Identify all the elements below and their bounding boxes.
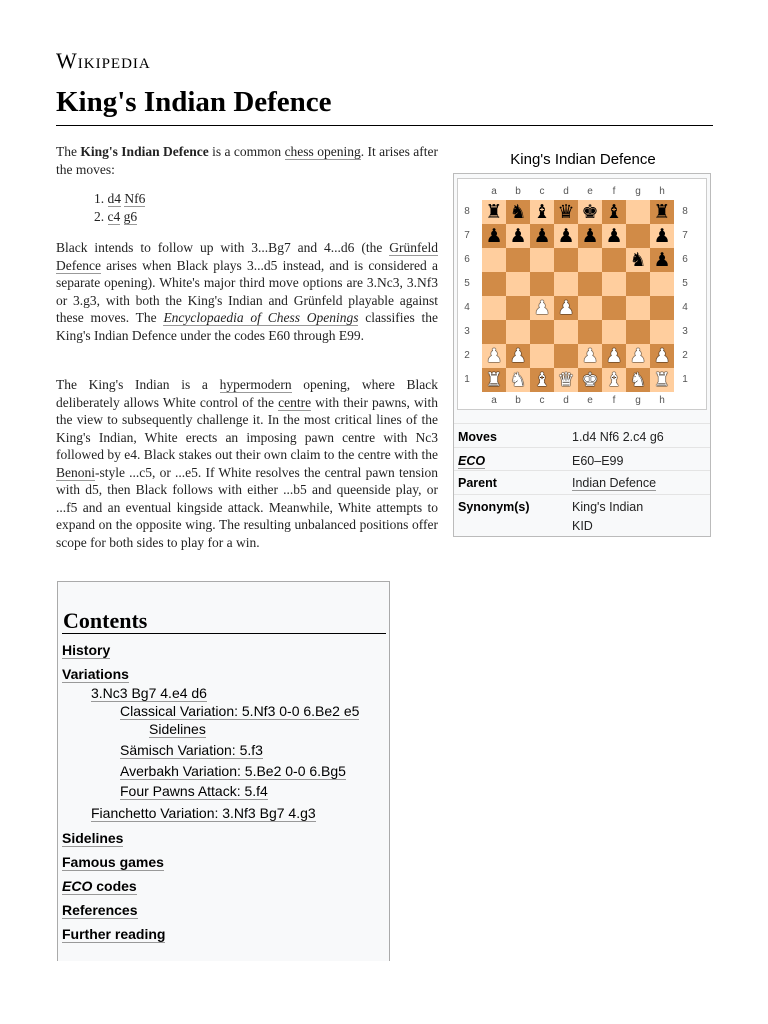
board-square-f8	[602, 200, 626, 224]
board-square-e3	[578, 320, 602, 344]
board-square-d1	[554, 368, 578, 392]
white-rook-icon: ♜	[485, 368, 503, 391]
page-title: King's Indian Defence	[56, 86, 332, 118]
board-square-a8	[482, 200, 506, 224]
rank-label: 3	[464, 326, 470, 337]
file-label: b	[515, 395, 521, 406]
intro-paragraph: The King's Indian Defence is a common chess opening. It arises after the moves:	[56, 144, 438, 177]
board-square-f6	[602, 248, 626, 272]
board-square-g5	[626, 272, 650, 296]
rank-label: 4	[464, 302, 470, 313]
board-square-a3	[482, 320, 506, 344]
file-label: e	[587, 395, 593, 406]
board-square-e8	[578, 200, 602, 224]
board-square-c6	[530, 248, 554, 272]
file-label: a	[491, 186, 497, 197]
toc-item[interactable]: Averbakh Variation: 5.Be2 0-0 6.Bg5	[120, 763, 346, 779]
white-pawn-icon: ♟	[581, 344, 599, 367]
infobox-value: KID	[572, 519, 593, 533]
board-square-a6	[482, 248, 506, 272]
list-item: 1. d4 Nf6	[94, 191, 146, 206]
white-pawn-icon: ♟	[605, 344, 623, 367]
moves-list	[94, 190, 145, 226]
toc-item[interactable]: Classical Variation: 5.Nf3 0-0 6.Be2 e5	[120, 703, 360, 719]
board-square-e2	[578, 344, 602, 368]
link-hypermodern[interactable]: hypermodern	[219, 377, 292, 392]
file-label: f	[612, 186, 616, 197]
file-label: b	[515, 186, 521, 197]
board-square-h1	[650, 368, 674, 392]
toc-item[interactable]: Sidelines	[62, 830, 124, 846]
white-pawn-icon: ♟	[557, 296, 575, 319]
board-square-b1	[506, 368, 530, 392]
board-square-c4	[530, 296, 554, 320]
rank-label: 4	[682, 302, 688, 313]
black-pawn-icon: ♟	[605, 224, 623, 247]
board-square-c1	[530, 368, 554, 392]
board-square-a4	[482, 296, 506, 320]
wikipedia-wordmark[interactable]: Wikipedia	[56, 48, 151, 73]
board-square-c5	[530, 272, 554, 296]
board-square-e6	[578, 248, 602, 272]
rank-label: 2	[464, 350, 470, 361]
board-square-b6	[506, 248, 530, 272]
file-label: f	[612, 395, 616, 406]
list-item: 2. c4 g6	[94, 209, 138, 224]
white-pawn-icon: ♟	[485, 344, 503, 367]
file-label: g	[635, 186, 641, 197]
rank-label: 5	[464, 278, 470, 289]
rank-label: 1	[682, 374, 688, 385]
board-square-a2	[482, 344, 506, 368]
board-square-h7	[650, 224, 674, 248]
board-square-f1	[602, 368, 626, 392]
infobox-row-eco	[454, 447, 710, 471]
board-square-g7	[626, 224, 650, 248]
toc-item[interactable]: Variations	[62, 666, 129, 682]
board-square-f4	[602, 296, 626, 320]
black-pawn-icon: ♟	[533, 224, 551, 247]
rank-label: 6	[682, 254, 688, 265]
black-knight-icon: ♞	[629, 248, 647, 271]
white-pawn-icon: ♟	[509, 344, 527, 367]
chessboard	[482, 200, 674, 392]
board-square-g1	[626, 368, 650, 392]
board-square-c7	[530, 224, 554, 248]
infobox-caption: King's Indian Defence	[510, 151, 656, 168]
board-square-d2	[554, 344, 578, 368]
toc-item[interactable]: 3.Nc3 Bg7 4.e4 d6	[91, 685, 207, 701]
board-square-d5	[554, 272, 578, 296]
title-underline	[56, 125, 713, 126]
board-square-c3	[530, 320, 554, 344]
toc-item[interactable]: Four Pawns Attack: 5.f4	[120, 783, 268, 799]
toc-item[interactable]: History	[62, 642, 111, 658]
board-square-d7	[554, 224, 578, 248]
toc-item[interactable]: Sidelines	[149, 721, 206, 737]
toc-title: Contents	[63, 608, 148, 633]
link-indian-defence[interactable]: Indian Defence	[572, 476, 657, 490]
infobox-key: Synonym(s)	[458, 500, 530, 514]
board-square-f3	[602, 320, 626, 344]
board-square-h5	[650, 272, 674, 296]
link-benoni[interactable]: Benoni	[56, 464, 95, 480]
paragraph-2: Black intends to follow up with 3...Bg7 and 4...d6 (the Grünfeld Defence arises when Black plays 3...d5 instead, and is considered a separate opening). White's major third move options are 3.Nc3, 3.Nf3 or 3.g3, with both the King's Indian and Grünfeld playable against these moves. The Encyclopaedia of Chess Openings classifies the King's Indian Defence under the codes E60 through E99.	[56, 240, 439, 343]
infobox-key: Moves	[458, 430, 497, 444]
board-square-f2	[602, 344, 626, 368]
toc-item[interactable]: Famous games	[62, 854, 164, 870]
toc-item[interactable]: Further reading	[62, 926, 166, 942]
link-centre[interactable]: centre	[278, 394, 312, 410]
board-square-a1	[482, 368, 506, 392]
toc-title-rule	[62, 633, 386, 634]
rank-label: 3	[682, 326, 688, 337]
board-square-c2	[530, 344, 554, 368]
board-square-b2	[506, 344, 530, 368]
board-square-d8	[554, 200, 578, 224]
infobox-value: E60–E99	[572, 454, 624, 468]
rank-label: 1	[464, 374, 470, 385]
board-square-a7	[482, 224, 506, 248]
file-label: g	[635, 395, 641, 406]
infobox-row-moves	[454, 423, 710, 448]
black-rook-icon: ♜	[485, 200, 503, 223]
board-square-d3	[554, 320, 578, 344]
board-square-h8	[650, 200, 674, 224]
white-pawn-icon: ♟	[533, 296, 551, 319]
board-square-e7	[578, 224, 602, 248]
infobox-key: Parent	[458, 476, 497, 490]
file-label: a	[491, 395, 497, 406]
table-of-contents	[57, 581, 390, 961]
toc-item[interactable]: Fianchetto Variation: 3.Nf3 Bg7 4.g3	[91, 805, 316, 821]
link-eco[interactable]: Encyclopaedia of Chess Openings	[163, 310, 359, 325]
board-square-h6	[650, 248, 674, 272]
toc-item[interactable]: References	[62, 902, 138, 918]
toc-item[interactable]: Sämisch Variation: 5.f3	[120, 742, 263, 758]
infobox-value: 1.d4 Nf6 2.c4 g6	[572, 430, 664, 444]
infobox-row-synonyms	[454, 494, 710, 537]
link-chess-opening[interactable]: chess opening	[284, 144, 361, 159]
paragraph-3: The King's Indian is a hypermodern opening, where Black deliberately allows White control of the centre with their pawns, with the view to subsequently challenge it. In the most critical lines of the King's Indian, White erects an imposing pawn centre with Nc3 followed by e4. Black stakes out their own claim to the centre with the Benoni-style ...c5, or ...e5. If White resolves the central pawn tension with d5, then Black follows with either ...b5 and queenside play, or ...f5 and an eventual kingside attack. Meanwhile, White attempts to expand on the opposite wing. The resulting unbalanced positions offer scope for both sides to play for a win.	[56, 377, 438, 550]
toc-item[interactable]: ECO codes	[62, 878, 137, 894]
board-square-d4	[554, 296, 578, 320]
board-square-b7	[506, 224, 530, 248]
bold-term: King's Indian Defence	[80, 144, 209, 159]
rank-label: 5	[682, 278, 688, 289]
rank-label: 8	[682, 206, 688, 217]
black-pawn-icon: ♟	[557, 224, 575, 247]
link-move[interactable]: d4	[107, 191, 121, 206]
white-rook-icon: ♜	[653, 368, 671, 391]
link-grunfeld-defence[interactable]: Grünfeld Defence	[56, 240, 438, 273]
board-square-b5	[506, 272, 530, 296]
board-square-b3	[506, 320, 530, 344]
board-square-h4	[650, 296, 674, 320]
board-square-b4	[506, 296, 530, 320]
board-square-d6	[554, 248, 578, 272]
link-move[interactable]: Nf6	[124, 191, 146, 206]
black-pawn-icon: ♟	[653, 248, 671, 271]
link-eco-key[interactable]: ECO	[458, 454, 486, 468]
board-square-g8	[626, 200, 650, 224]
board-square-g3	[626, 320, 650, 344]
black-king-icon: ♚	[581, 200, 599, 223]
white-bishop-icon: ♝	[533, 368, 551, 391]
rank-label: 7	[464, 230, 470, 241]
link-move[interactable]: g6	[123, 209, 138, 224]
infobox-value: King's Indian	[572, 500, 644, 514]
white-pawn-icon: ♟	[629, 344, 647, 367]
board-square-h3	[650, 320, 674, 344]
white-knight-icon: ♞	[629, 368, 647, 391]
black-rook-icon: ♜	[653, 200, 671, 223]
board-square-e1	[578, 368, 602, 392]
white-king-icon: ♚	[581, 368, 599, 391]
rank-label: 7	[682, 230, 688, 241]
file-label: c	[539, 395, 545, 406]
file-label: h	[659, 395, 665, 406]
board-square-e5	[578, 272, 602, 296]
file-label: c	[539, 186, 545, 197]
rank-label: 8	[464, 206, 470, 217]
file-label: d	[563, 186, 569, 197]
board-square-a5	[482, 272, 506, 296]
file-label: h	[659, 186, 665, 197]
file-label: e	[587, 186, 593, 197]
board-square-e4	[578, 296, 602, 320]
black-pawn-icon: ♟	[581, 224, 599, 247]
board-square-g2	[626, 344, 650, 368]
black-bishop-icon: ♝	[605, 200, 623, 223]
board-square-f7	[602, 224, 626, 248]
white-pawn-icon: ♟	[653, 344, 671, 367]
infobox-row-parent	[454, 470, 710, 495]
white-queen-icon: ♛	[557, 368, 575, 391]
board-square-b8	[506, 200, 530, 224]
board-square-g6	[626, 248, 650, 272]
link-move[interactable]: c4	[107, 209, 121, 224]
board-square-c8	[530, 200, 554, 224]
black-pawn-icon: ♟	[509, 224, 527, 247]
board-square-f5	[602, 272, 626, 296]
black-pawn-icon: ♟	[653, 224, 671, 247]
board-square-g4	[626, 296, 650, 320]
black-knight-icon: ♞	[509, 200, 527, 223]
rank-label: 6	[464, 254, 470, 265]
black-queen-icon: ♛	[557, 200, 575, 223]
black-bishop-icon: ♝	[533, 200, 551, 223]
white-bishop-icon: ♝	[605, 368, 623, 391]
rank-label: 2	[682, 350, 688, 361]
file-label: d	[563, 395, 569, 406]
board-square-h2	[650, 344, 674, 368]
black-pawn-icon: ♟	[485, 224, 503, 247]
white-knight-icon: ♞	[509, 368, 527, 391]
